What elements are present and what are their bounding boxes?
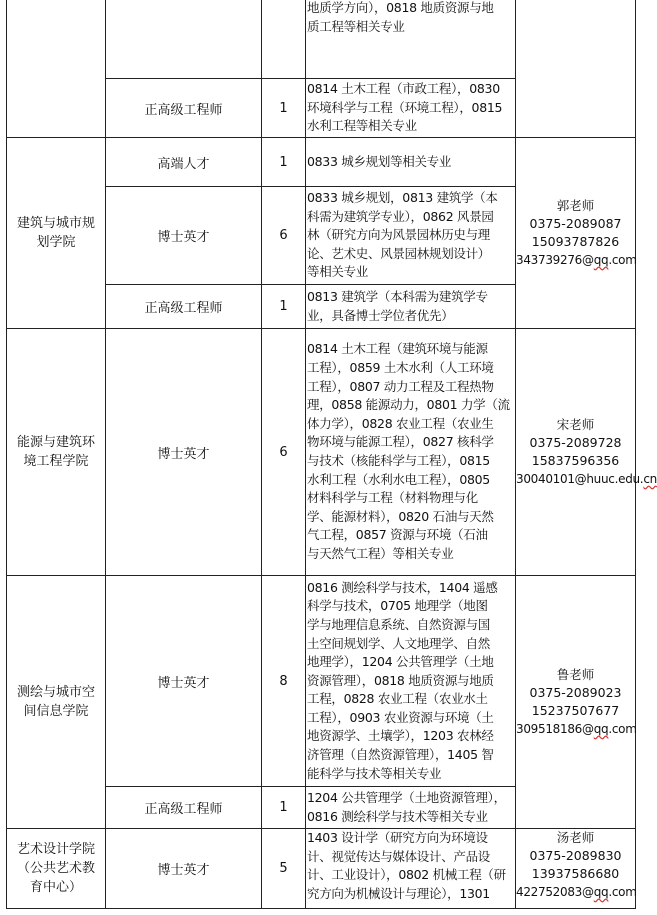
table-row xyxy=(7,576,636,787)
major-line: 科学与技术，0705 地理学（地图 xyxy=(307,598,488,614)
major-line: 工程），0807 动力工程及工程热物 xyxy=(307,378,494,394)
major-line: 材料科学与工程（材料物理与化 xyxy=(307,490,478,506)
major-line: 理，0858 能源动力，0801 力学（流 xyxy=(307,397,510,413)
major-line: 计、工业设计），0802 机械工程（研 xyxy=(307,867,506,883)
dept-cell: 能源与建筑环 境工程学院 xyxy=(7,329,106,576)
count-cell: 6 xyxy=(262,187,306,285)
contact-name: 鲁老师 xyxy=(556,667,595,682)
major-cell xyxy=(306,0,516,79)
position-cell: 正高级工程师 xyxy=(106,285,262,329)
major-line: 0814 土木工程（市政工程），0830 xyxy=(307,81,500,97)
position-cell xyxy=(106,0,262,79)
major-line: 1403 设计学（研究方向为环境设 xyxy=(307,830,488,845)
position-cell: 博士英才 xyxy=(106,829,262,909)
major-line: 1204 公共管理学（土地资源管理）， xyxy=(307,789,506,805)
contact-phone: 0375-2089830 xyxy=(529,848,622,863)
major-line: 科需为建筑学专业），0862 风景园 xyxy=(307,208,494,224)
major-line: 林（研究方向为风景园林历史与理 xyxy=(307,227,491,243)
major-line: 能科学与技术等相关专业 xyxy=(307,765,442,781)
position-cell: 高端人才 xyxy=(106,138,262,187)
contact-cell xyxy=(516,829,636,909)
major-cell xyxy=(306,576,516,787)
major-line: 业，具备博士学位者优先） xyxy=(307,307,454,323)
position-cell: 正高级工程师 xyxy=(106,787,262,829)
contact-email: 343739276@qq.com xyxy=(516,253,637,267)
major-cell xyxy=(306,285,516,329)
contact-email: 30040101@huuc.edu.cn xyxy=(516,472,657,486)
table-row xyxy=(7,0,636,79)
major-line: 学、能源材料），0820 石油与天然 xyxy=(307,508,494,524)
contact-cell-empty xyxy=(516,0,636,138)
position-cell: 博士英才 xyxy=(106,576,262,787)
count-cell xyxy=(262,0,306,79)
major-line: 工程，0828 农业工程（农业水土 xyxy=(307,691,488,707)
dept-cell: 艺术设计学院 （公共艺术教 育中心） xyxy=(7,829,106,909)
contact-phone: 0375-2089728 xyxy=(529,435,622,450)
contact-mobile: 15093787826 xyxy=(531,234,620,249)
major-line: 质工程等相关专业 xyxy=(307,18,405,34)
major-line: 资源管理），0818 地质资源与地质 xyxy=(307,672,494,688)
major-line: 学与地理信息系统、自然资源与国 xyxy=(307,616,491,632)
major-line: 地理学），1204 公共管理学（土地 xyxy=(307,654,494,670)
contact-cell xyxy=(516,329,657,576)
major-cell xyxy=(306,829,516,909)
major-line: 水利工程（水利水电工程），0805 xyxy=(307,471,490,487)
major-line: 与技术（核能科学与工程），0815 xyxy=(307,453,490,468)
major-cell xyxy=(306,787,516,829)
count-cell: 6 xyxy=(262,329,306,576)
contact-mobile: 15837596356 xyxy=(531,453,620,468)
major-line: 等相关专业 xyxy=(307,264,369,280)
major-line: 究方向为机械设计与理论），1301 xyxy=(307,885,490,901)
major-line: 工程），0859 土木水利（人工环境 xyxy=(307,360,494,376)
contact-email: 422752083@qq.com xyxy=(516,885,637,899)
major-line: 论、艺术史、风景园林规划设计） xyxy=(307,245,491,261)
count-cell: 1 xyxy=(262,787,306,829)
contact-name: 汤老师 xyxy=(556,830,595,845)
contact-phone: 0375-2089087 xyxy=(529,216,622,231)
table-row xyxy=(7,138,636,187)
count-cell: 1 xyxy=(262,138,306,187)
major-line: 济管理（自然资源管理），1405 智 xyxy=(307,747,494,763)
contact-cell xyxy=(516,576,636,829)
position-cell: 博士英才 xyxy=(106,187,262,285)
major-line: 0833 城乡规划，0813 建筑学（本 xyxy=(307,190,498,206)
major-line: 气工程，0857 资源与环境（石油 xyxy=(307,527,488,543)
major-line: 计、视觉传达与媒体设计、产品设 xyxy=(307,848,491,864)
contact-name: 宋老师 xyxy=(556,417,595,432)
dept-cell: 测绘与城市空 间信息学院 xyxy=(7,576,106,829)
major-line: 工程），0903 农业资源与环境（土 xyxy=(307,709,494,725)
dept-cell-empty xyxy=(7,0,106,138)
major-line: 0816 测绘科学与技术等相关专业 xyxy=(307,808,488,824)
major-line: 环境科学与工程（环境工程），0815 xyxy=(307,99,503,115)
count-cell: 1 xyxy=(262,79,306,138)
major-line: 水利工程等相关专业 xyxy=(307,118,417,134)
major-line: 0816 测绘科学与技术，1404 遥感 xyxy=(307,579,498,595)
contact-name: 郭老师 xyxy=(556,198,595,213)
major-cell xyxy=(306,187,516,285)
contact-cell xyxy=(516,138,636,329)
count-cell: 8 xyxy=(262,576,306,787)
major-cell xyxy=(306,138,516,187)
position-cell: 博士英才 xyxy=(106,329,262,576)
contact-mobile: 13937586680 xyxy=(531,866,620,881)
major-line: 物环境与能源工程），0827 核科学 xyxy=(307,434,494,450)
table-row xyxy=(7,329,636,576)
position-cell: 正高级工程师 xyxy=(106,79,262,138)
major-line: 0813 建筑学（本科需为建筑学专 xyxy=(307,288,488,304)
contact-mobile: 15237507677 xyxy=(531,703,620,718)
dept-cell: 建筑与城市规 划学院 xyxy=(7,138,106,329)
major-line: 与天然气工程）等相关专业 xyxy=(307,545,454,561)
major-line: 土空间规划学、人文地理学、自然 xyxy=(307,635,491,651)
count-cell: 1 xyxy=(262,285,306,329)
major-line: 地资源学、土壤学），1203 农林经 xyxy=(307,728,494,744)
contact-email: 309518186@qq.com xyxy=(516,722,637,736)
major-cell xyxy=(306,79,516,138)
recruitment-table xyxy=(6,0,657,909)
major-cell xyxy=(306,329,516,576)
major-line: 地质学方向），0818 地质资源与地 xyxy=(307,0,494,15)
table-row xyxy=(7,829,636,909)
major-line: 0814 土木工程（建筑环境与能源 xyxy=(307,341,488,357)
count-cell: 5 xyxy=(262,829,306,909)
major-line: 0833 城乡规划等相关专业 xyxy=(307,153,452,169)
contact-phone: 0375-2089023 xyxy=(529,685,622,700)
major-line: 体力学），0828 农业工程（农业生 xyxy=(307,415,494,431)
